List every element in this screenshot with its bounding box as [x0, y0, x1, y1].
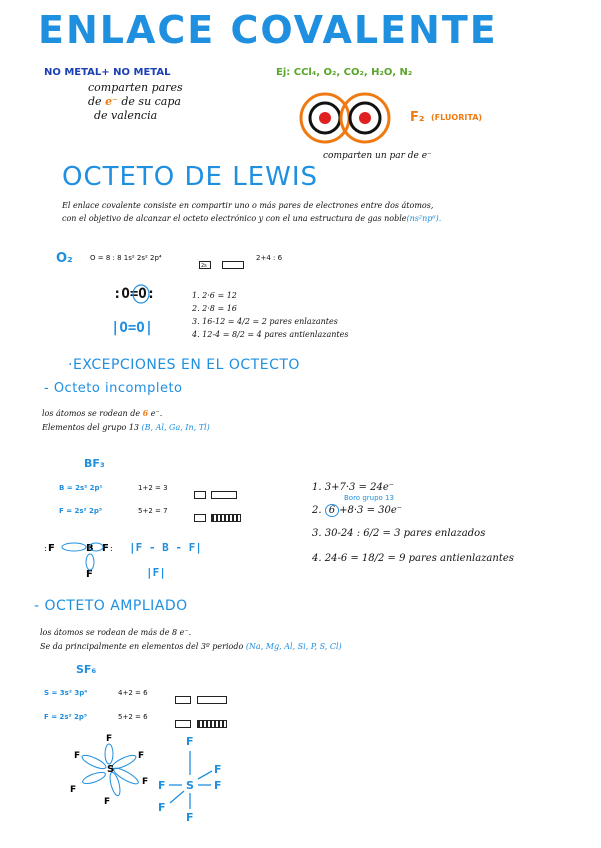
- sf6-f-config: F = 2s² 2p⁵: [44, 713, 88, 721]
- examples: Ej: CCl₄, O₂, CO₂, H₂O, N₂: [276, 67, 413, 78]
- s-sum: 4+2 = 6: [118, 689, 148, 697]
- svg-text::: :: [110, 544, 113, 553]
- b-sum: 1+2 = 3: [138, 484, 168, 492]
- sf6-dot-structure: [60, 732, 160, 812]
- b-orbital-boxes: [194, 484, 237, 503]
- f2-caption: comparten un par de e⁻: [323, 151, 432, 161]
- exceptions-heading: ·EXCEPCIONES EN EL OCTECTO: [68, 357, 300, 373]
- svg-text::: :: [44, 544, 47, 553]
- intro-line2: de e⁻ de su capa: [88, 95, 181, 108]
- sf6-label: SF₆: [76, 663, 97, 676]
- lewis-definition-1: El enlace covalente consiste en compartir uno o más pares de electrones entre dos átomos,: [62, 201, 434, 210]
- o2-box-label: 2s: [201, 263, 207, 269]
- sf6-lewis-structure: [152, 733, 240, 825]
- bf3-lewis-top: |F - B - F|: [129, 541, 202, 554]
- bf3-label: BF₃: [84, 457, 105, 470]
- sf6-lewis-f-left: F: [158, 779, 166, 792]
- f-config: F = 2s² 2p⁵: [59, 507, 103, 515]
- svg-text:B: B: [86, 543, 94, 554]
- intro-line1: comparten pares: [88, 81, 183, 94]
- bf3-step-1: 1. 3+7·3 = 24e⁻: [312, 482, 395, 493]
- svg-text:F: F: [102, 543, 109, 554]
- b-config: B = 2s² 2p¹: [59, 484, 103, 492]
- sf6-lewis-f-bl: F: [158, 801, 166, 814]
- incomplete-heading: - Octeto incompleto: [44, 381, 183, 396]
- sf6-lewis-f-bottom: F: [186, 811, 194, 824]
- s-orbital-boxes: [175, 689, 227, 708]
- bf3-dot-structure: [44, 533, 114, 583]
- incomplete-line2: Elementos del grupo 13 (B, Al, Ga, In, Tl): [42, 423, 210, 432]
- o2-label: O₂: [56, 251, 73, 266]
- s-config: S = 3s² 3p⁴: [44, 689, 88, 697]
- svg-text:F: F: [70, 785, 77, 795]
- bf3-step-2: 2. 6 +8·3 = 30e⁻: [312, 505, 403, 516]
- o2-steps: 1. 2·6 = 12 2. 2·8 = 16 3. 16-12 = 4/2 = 2 pares enlazantes 4. 12-4 = 8/2 = 4 pares antienlazantes: [192, 291, 349, 339]
- f2-orbital-diagram: [295, 92, 405, 144]
- f2-note: (FLUORITA): [431, 113, 483, 122]
- o2-config: O = 8 : 8 1s² 2s² 2p⁴: [90, 254, 162, 262]
- expanded-line2: Se da principalmente en elementos del 3º periodo (Na, Mg, Al, Si, P, S, Cl): [40, 642, 342, 651]
- o2-bond-highlight: [118, 282, 164, 306]
- sf6-lewis-f-right: F: [214, 779, 222, 792]
- svg-text:F: F: [138, 751, 145, 761]
- page-title: ENLACE COVALENTE: [38, 8, 498, 52]
- lewis-definition-2: con el objetivo de alcanzar el octeto electrónico y con el una estructura de gas noble(ns²np⁶).: [62, 214, 442, 223]
- bf3-step-3: 3. 30-24 : 6/2 = 3 pares enlazados: [312, 528, 486, 539]
- sf6-f-sum: 5+2 = 6: [118, 713, 148, 721]
- expanded-line1: los átomos se rodean de más de 8 e⁻.: [40, 628, 192, 637]
- o2-sum: 2+4 : 6: [256, 254, 283, 262]
- svg-text:F: F: [142, 777, 149, 787]
- svg-text:F: F: [106, 734, 113, 744]
- svg-text:F: F: [74, 751, 81, 761]
- bf3-step-4: 4. 24-6 = 18/2 = 9 pares antienlazantes: [312, 553, 514, 564]
- f-sum: 5+2 = 7: [138, 507, 168, 515]
- svg-text:F: F: [104, 797, 111, 807]
- intro-line3: de valencia: [94, 109, 158, 122]
- boro-note: Boro grupo 13: [344, 494, 394, 502]
- sf6-f-orbital-boxes: [175, 713, 227, 732]
- sf6-lewis-f-tr: F: [214, 763, 222, 776]
- f-orbital-boxes: [194, 507, 241, 526]
- intro-heading: NO METAL+ NO METAL: [44, 67, 171, 78]
- lewis-heading: OCTETO DE LEWIS: [62, 162, 319, 192]
- o2-lewis-structure-2: |O=O|: [111, 320, 154, 336]
- o2-lewis-structure-1: :O=O:: [113, 286, 156, 302]
- expanded-heading: - OCTETO AMPLIADO: [34, 598, 188, 614]
- incomplete-line1: los átomos se rodean de 6 e⁻.: [42, 408, 163, 418]
- svg-text:F: F: [86, 569, 93, 580]
- f2-label: F₂: [410, 110, 425, 125]
- bf3-lewis-bottom: |F|: [146, 566, 166, 579]
- svg-text:F: F: [48, 543, 55, 554]
- sf6-lewis-f-top: F: [186, 735, 194, 748]
- svg-text:S: S: [107, 764, 115, 775]
- sf6-lewis-s: S: [186, 779, 194, 792]
